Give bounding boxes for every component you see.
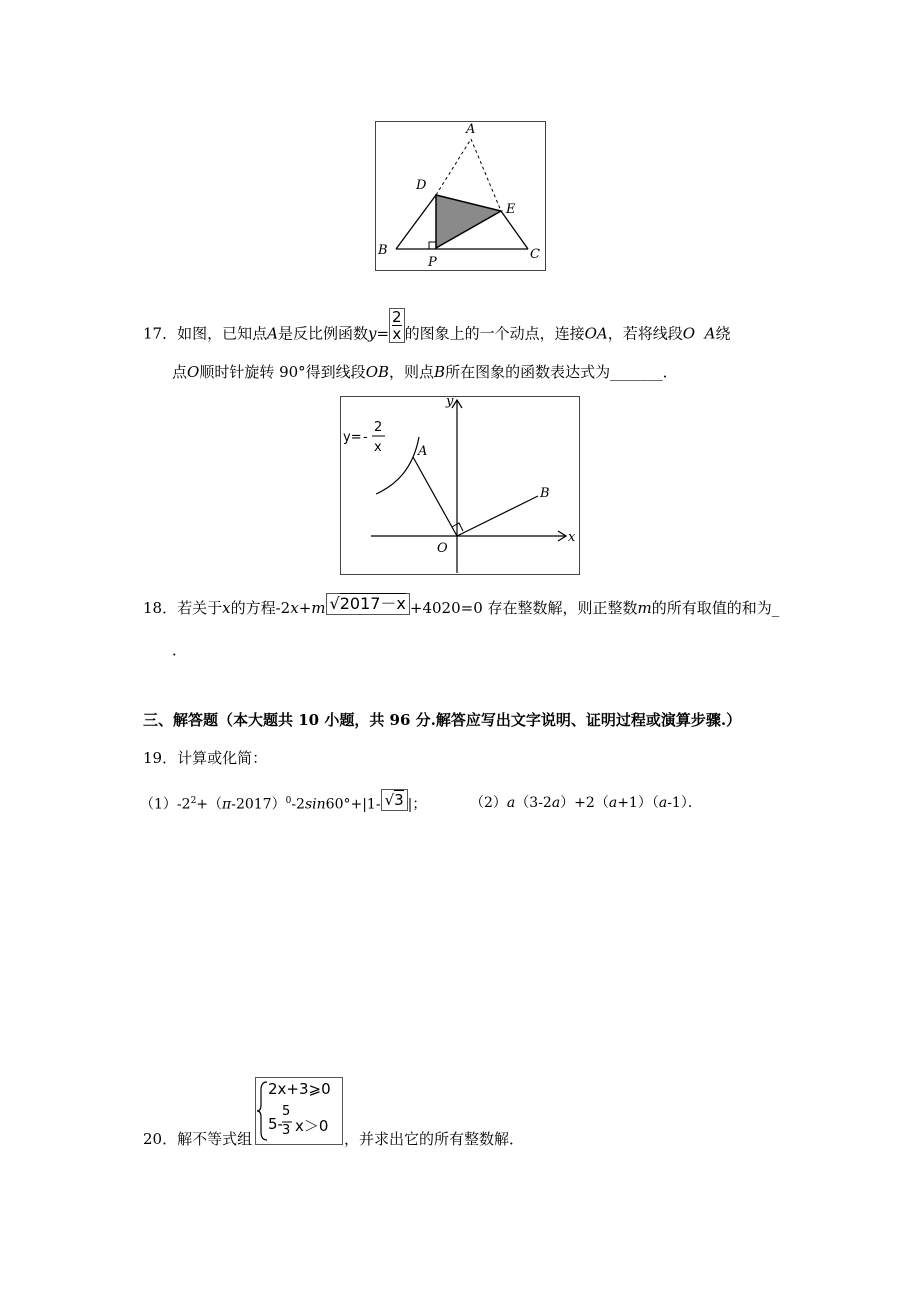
text: + xyxy=(298,599,312,617)
inequality-system xyxy=(255,1077,343,1145)
text: ，则点 xyxy=(389,363,435,381)
inequality-2-left: 5- xyxy=(268,1115,283,1133)
func-label: y= xyxy=(343,430,362,445)
text: 的方程 xyxy=(230,599,276,617)
label-d: D xyxy=(416,178,427,193)
text: +4020=0 存在整数解，则正整数 xyxy=(409,599,638,617)
label-o: O xyxy=(437,541,448,556)
text: 的图象上的一个动点，连接 xyxy=(404,324,585,343)
dashed-ae xyxy=(471,139,501,211)
question-number: 18． xyxy=(143,599,178,617)
var-ob: OB xyxy=(365,363,390,381)
text: +（ xyxy=(196,796,223,813)
right-angle-mark xyxy=(429,242,436,249)
var-m: m xyxy=(637,599,652,617)
section-heading xyxy=(143,710,741,730)
var-y: y xyxy=(367,324,377,343)
question-20-tail xyxy=(344,1129,524,1149)
func-num: 2 xyxy=(374,420,383,435)
segment-ob xyxy=(457,496,538,536)
text: ）+2（ xyxy=(560,795,609,811)
part-label: （2） xyxy=(470,795,507,811)
segment-bd xyxy=(396,195,436,249)
question-18-line2 xyxy=(172,640,187,660)
label-c: C xyxy=(530,247,540,262)
var-a: a xyxy=(658,795,668,811)
var-o: O xyxy=(682,324,696,343)
text: -2 xyxy=(176,796,191,813)
var-a: a xyxy=(608,795,618,811)
frac-den: x xyxy=(392,325,402,343)
text: 若关于 xyxy=(177,599,223,617)
label-y: y xyxy=(446,397,454,409)
pi: π xyxy=(222,796,232,813)
part-label: （1） xyxy=(140,796,177,813)
label-a: A xyxy=(466,122,476,137)
func-sign: - xyxy=(363,430,368,445)
var-oa: OA xyxy=(584,324,608,343)
hyperbola-curve xyxy=(376,437,419,494)
frac-num: 2 xyxy=(392,308,402,326)
shaded-triangle-dpe xyxy=(436,195,501,248)
text: 所在图象的函数表达式为_______． xyxy=(445,363,678,381)
question-number: 20． xyxy=(143,1130,178,1148)
var-a: a xyxy=(506,795,516,811)
sqrt-expression: √2017－x xyxy=(326,593,410,615)
question-17-line2 xyxy=(172,362,678,382)
sqrt-3: √3 xyxy=(381,789,408,811)
text: -2 xyxy=(291,796,305,813)
question-19-part2 xyxy=(470,793,702,813)
inequality-2-num: 5 xyxy=(282,1104,291,1119)
question-number: 17． xyxy=(143,324,178,343)
sin: sin xyxy=(304,796,326,813)
radicand: 3 xyxy=(394,790,404,809)
text: 绕 xyxy=(715,324,731,343)
radicand: 2017－x xyxy=(339,594,406,613)
dashed-da xyxy=(436,139,471,195)
inequality-2-right: x＞0 xyxy=(295,1117,329,1135)
text: ，若将线段 xyxy=(607,324,683,343)
text: 60°+|1- xyxy=(325,796,381,813)
text: ，并求出它的所有整数解． xyxy=(344,1130,525,1148)
var-m: m xyxy=(311,599,326,617)
label-p: P xyxy=(428,255,437,270)
label-b: B xyxy=(540,486,550,501)
text: ． xyxy=(172,641,188,659)
section-title: 三、解答题（本大题共 10 小题，共 96 分.解答应写出文字说明、证明过程或演算步骤.） xyxy=(143,711,742,729)
question-19-title xyxy=(143,748,267,768)
text: -1）． xyxy=(667,795,702,811)
fraction-2-over-x xyxy=(389,308,405,343)
var-a: a xyxy=(551,795,561,811)
label-x: x xyxy=(568,530,576,545)
text: 的所有取值的和为_ xyxy=(651,599,780,617)
question-19-part1 xyxy=(140,791,426,816)
question-17-line1 xyxy=(143,308,731,352)
text: -2 xyxy=(275,599,291,617)
var-a: A xyxy=(267,324,278,343)
var-x: x xyxy=(222,599,231,617)
text: 解不等式组 xyxy=(177,1130,253,1148)
text: 点 xyxy=(172,363,188,381)
triangle-diagram xyxy=(376,122,545,270)
exponent: 2 xyxy=(190,796,197,806)
text: |； xyxy=(407,796,427,813)
text: 计算或化简： xyxy=(177,749,268,767)
text: = xyxy=(376,324,390,343)
label-e: E xyxy=(506,202,516,217)
question-20-label xyxy=(143,1129,252,1149)
text: 是反比例函数 xyxy=(277,324,368,343)
text: 如图，已知点 xyxy=(177,324,268,343)
label-b: B xyxy=(378,243,388,258)
var-b: B xyxy=(434,363,446,381)
question-number: 19． xyxy=(143,749,178,767)
var-a: A xyxy=(704,324,716,343)
figure-triangle xyxy=(375,121,546,271)
left-brace xyxy=(257,1082,267,1140)
segment-oa xyxy=(413,457,457,536)
var-x: x xyxy=(290,599,299,617)
text: （3-2 xyxy=(515,795,552,811)
coordinate-diagram xyxy=(341,397,579,574)
var-o: O xyxy=(187,363,200,381)
figure-rotation xyxy=(340,396,580,575)
text: -2017） xyxy=(231,796,286,813)
text: 顺时针旋转 90°得到线段 xyxy=(199,363,366,381)
inequality-1: 2x+3⩾0 xyxy=(268,1080,331,1098)
question-18-line1 xyxy=(143,594,780,620)
text: +1）（ xyxy=(617,795,659,811)
func-den: x xyxy=(374,440,382,455)
label-a: A xyxy=(418,444,428,459)
inequality-2-den: 3 xyxy=(282,1123,291,1138)
exponent: 0 xyxy=(285,796,292,806)
